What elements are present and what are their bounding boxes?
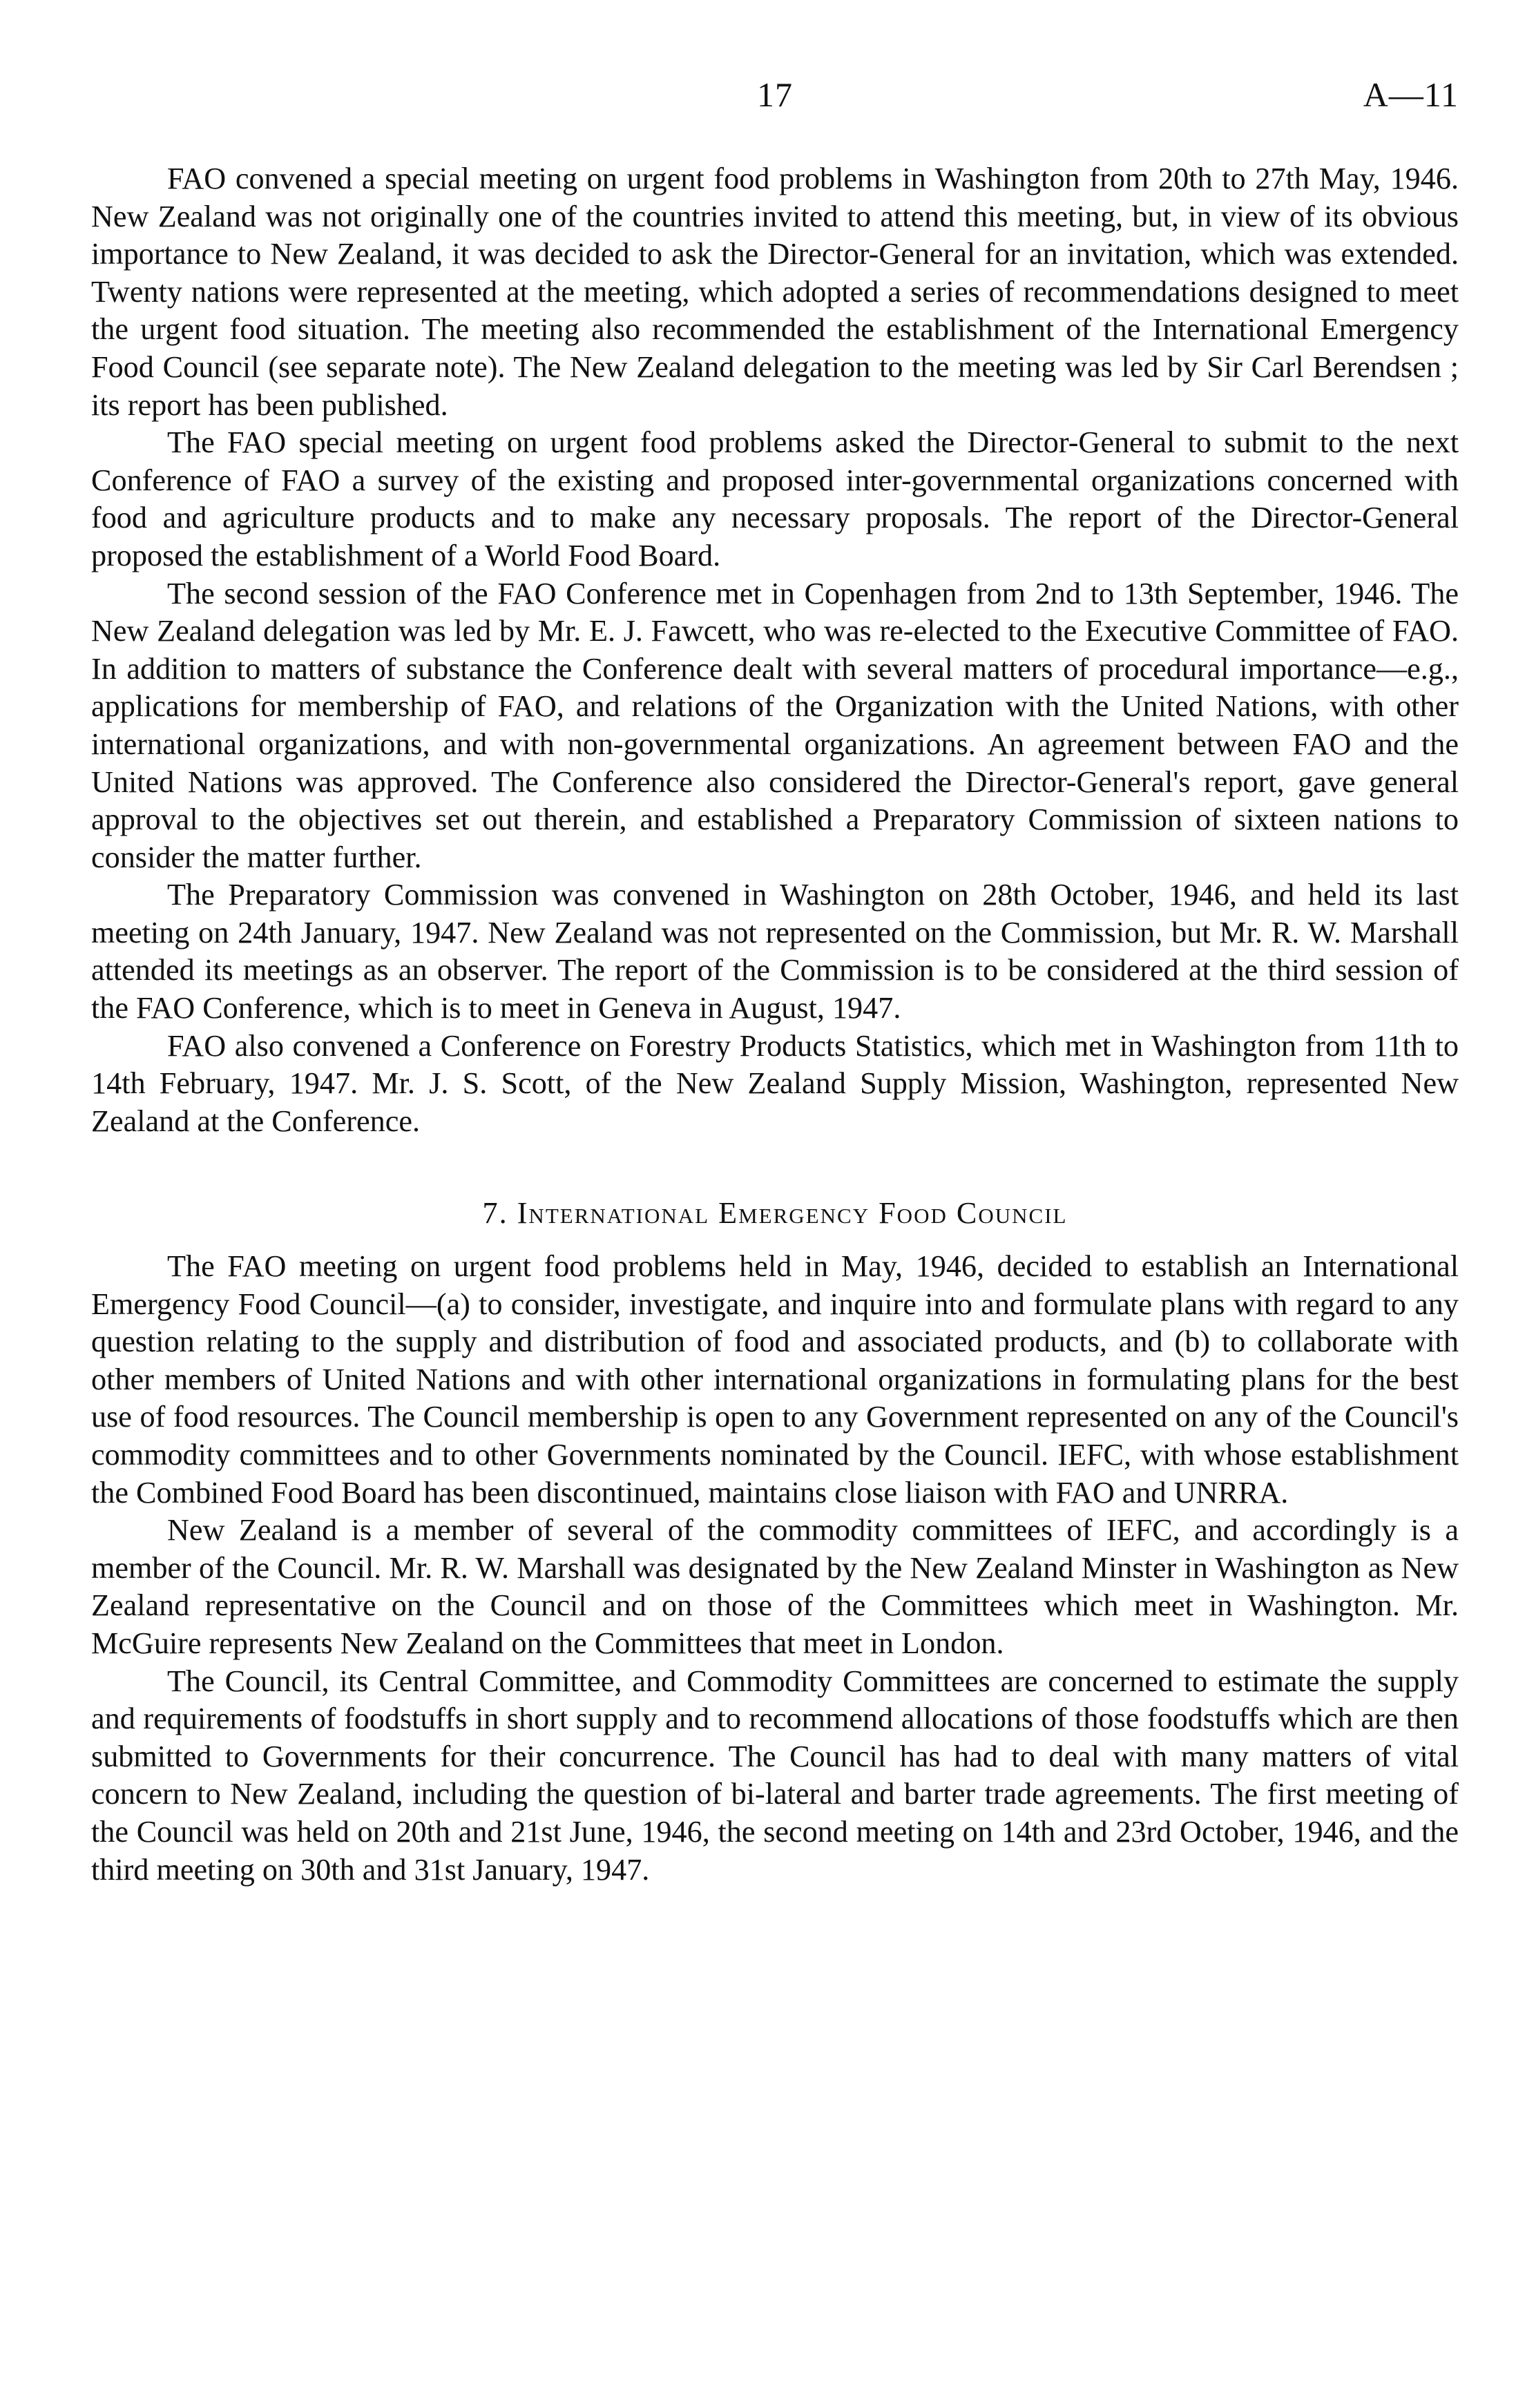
document-body bbox=[91, 160, 1459, 1889]
page-number: 17 bbox=[757, 75, 793, 114]
page-header bbox=[91, 75, 1459, 130]
document-code: A—11 bbox=[1363, 75, 1459, 114]
paragraph-nz-membership: New Zealand is a member of several of the commodity committees of IEFC, and accordingly is a member of the Council. Mr. R. W. Marshall was designated by the New Zealand Minster in Washington as New Zealand representative on the Council and on those of the Committees which meet in Washington. Mr. McGuire represents New Zealand on the Committees that meet in London. bbox=[91, 1513, 1459, 1660]
paragraph-second-session: The second session of the FAO Conference met in Copenhagen from 2nd to 13th September, 1946. The New Zealand delegation was led by Mr. E. J. Fawcett, who was re-elected to the Executive Committee of FAO. In addition to matters of substance the Conference dealt with several matters of procedural importance—e.g., applications for membership of FAO, and relations of the Organization with the United Nations, with other international organizations, and with non-governmental organizations. An agreement between FAO and the United Nations was approved. The Conference also considered the Director-General's report, gave general approval to the objectives set out therein, and established a Preparatory Commission of sixteen nations to consider the matter further. bbox=[91, 576, 1459, 874]
section-heading-iefc: 7. International Emergency Food Council bbox=[482, 1196, 1068, 1231]
paragraph-preparatory-commission: The Preparatory Commission was convened in Washington on 28th October, 1946, and held its last meeting on 24th January, 1947. New Zealand was not represented on the Commission, but Mr. R. W. Marshall attended its meetings as an observer. The report of the Commission is to be considered at the third session of the FAO Conference, which is to meet in Geneva in August, 1947. bbox=[91, 878, 1459, 1025]
paragraph-council-meetings: The Council, its Central Committee, and Commodity Committees are concerned to estimate the supply and requirements of foodstuffs in short supply and to recommend allocations of those foodstuffs which are then submitted to Governments for their concurrence. The Council has had to deal with many matters of vital concern to New Zealand, including the question of bi-lateral and barter trade agreements. The first meeting of the Council was held on 20th and 21st June, 1946, the second meeting on 14th and 23rd October, 1946, and the third meeting on 30th and 31st January, 1947. bbox=[91, 1664, 1459, 1887]
paragraph-iefc-establishment: The FAO meeting on urgent food problems held in May, 1946, decided to establish an International Emergency Food Council—(a) to consider, investigate, and inquire into and formulate plans with regard to any question relating to the supply and distribution of food and associated products, and (b) to collaborate with other members of United Nations and with other international organizations in formulating plans for the best use of food resources. The Council membership is open to any Government represented on any of the Council's commodity committees and to other Governments nominated by the Council. IEFC, with whose establishment the Combined Food Board has been discontinued, maintains close liaison with FAO and UNRRA. bbox=[91, 1249, 1459, 1510]
paragraph-fao-special-meeting: FAO convened a special meeting on urgent food problems in Washington from 20th to 27th May, 1946. New Zealand was not originally one of the countries invited to attend this meeting, but, in view of its obvious importance to New Zealand, it was decided to ask the Director-General for an invitation, which was extended. Twenty nations were represented at the meeting, which adopted a series of recommendations designed to meet the urgent food situation. The meeting also recommended the establishment of the International Emergency Food Council (see separate note). The New Zealand delegation to the meeting was led by Sir Carl Berendsen ; its report has been published. bbox=[91, 162, 1459, 422]
paragraph-forestry-statistics: FAO also convened a Conference on Forestry Products Statistics, which met in Washington from 11th to 14th February, 1947. Mr. J. S. Scott, of the New Zealand Supply Mission, Washington, represented New Zealand at the Conference. bbox=[91, 1028, 1459, 1138]
paragraph-world-food-board: The FAO special meeting on urgent food problems asked the Director-General to submit to the next Conference of FAO a survey of the existing and proposed inter-governmental organizations concerned with food and agriculture products and to make any necessary proposals. The report of the Director-General proposed the establishment of a World Food Board. bbox=[91, 425, 1459, 572]
